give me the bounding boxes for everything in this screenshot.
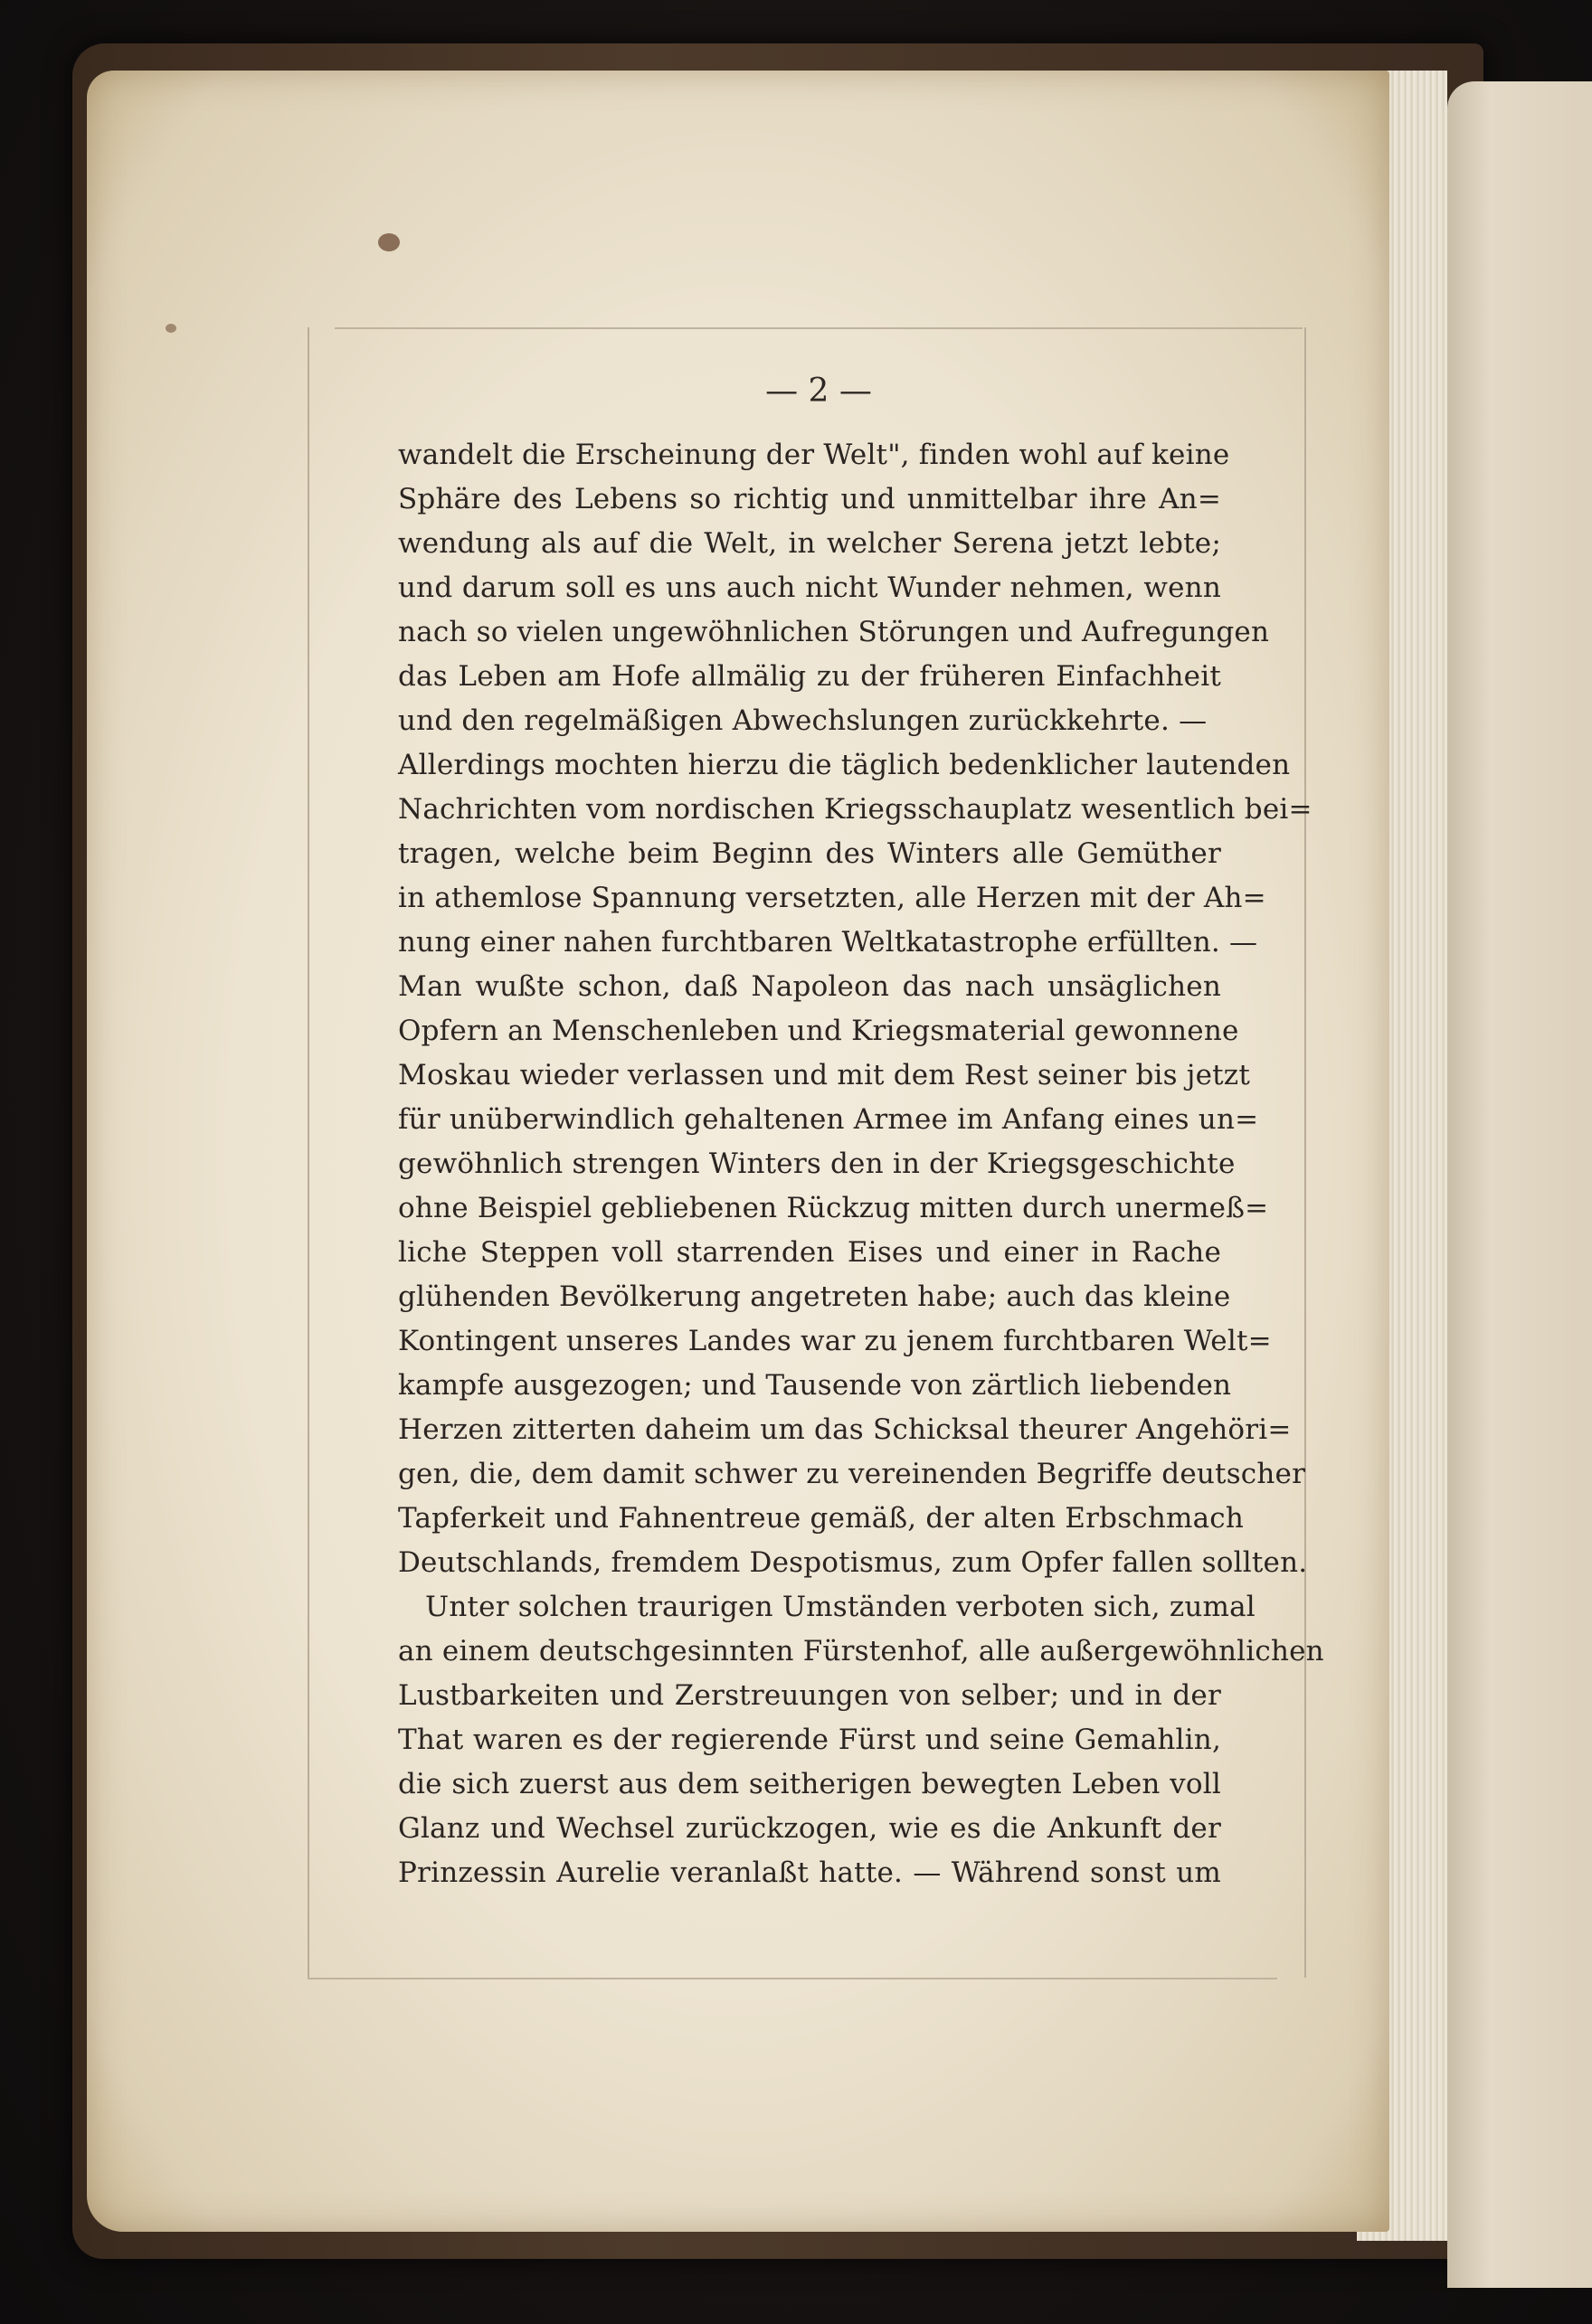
text-frame-top-rule bbox=[335, 327, 1303, 329]
text-line: Deutschlands, fremdem Despotismus, zum Opfer fallen sollten. bbox=[398, 1546, 1308, 1579]
text-line: Herzen zitterten daheim um das Schicksal theurer Angehöri= bbox=[398, 1413, 1292, 1446]
text-line: Kontingent unseres Landes war zu jenem furchtbaren Welt= bbox=[398, 1325, 1272, 1357]
text-line: die sich zuerst aus dem seitherigen bewegten Leben voll bbox=[398, 1768, 1221, 1800]
text-line-indented: Unter solchen traurigen Umständen verboten sich, zumal bbox=[425, 1591, 1256, 1623]
text-line: das Leben am Hofe allmälig zu der früheren Einfachheit bbox=[398, 660, 1221, 693]
text-line: Nachrichten vom nordischen Kriegsschauplatz wesentlich bei= bbox=[398, 793, 1312, 826]
text-line: Allerdings mochten hierzu die täglich bedenklicher lautenden bbox=[398, 749, 1291, 781]
text-line: That waren es der regierende Fürst und seine Gemahlin, bbox=[398, 1724, 1221, 1756]
text-line: Man wußte schon, daß Napoleon das nach unsäglichen bbox=[398, 970, 1221, 1003]
text-line: wendung als auf die Welt, in welcher Serena jetzt lebte; bbox=[398, 527, 1221, 560]
text-line: Tapferkeit und Fahnentreue gemäß, der alten Erbschmach bbox=[398, 1502, 1245, 1535]
text-line: Lustbarkeiten und Zerstreuungen von selber; und in der bbox=[398, 1679, 1221, 1712]
text-line: Opfern an Menschenleben und Kriegsmaterial gewonnene bbox=[398, 1015, 1239, 1047]
body-text bbox=[398, 432, 1324, 1915]
text-line: und darum soll es uns auch nicht Wunder nehmen, wenn bbox=[398, 572, 1221, 604]
text-line: an einem deutschgesinnten Fürstenhof, alle außergewöhnlichen bbox=[398, 1635, 1324, 1667]
text-line: tragen, welche beim Beginn des Winters alle Gemüther bbox=[398, 837, 1221, 870]
text-line: nach so vielen ungewöhnlichen Störungen und Aufregungen bbox=[398, 616, 1270, 648]
text-line: Moskau wieder verlassen und mit dem Rest seiner bis jetzt bbox=[398, 1059, 1250, 1091]
text-line: für unüberwindlich gehaltenen Armee im Anfang eines un= bbox=[398, 1103, 1259, 1136]
text-line: und den regelmäßigen Abwechslungen zurückkehrte. — bbox=[398, 704, 1208, 737]
text-line: wandelt die Erscheinung der Welt", finden wohl auf keine bbox=[398, 439, 1230, 471]
page-number: — 2 — bbox=[765, 373, 872, 410]
facing-page-edge bbox=[1447, 81, 1592, 2288]
text-line: nung einer nahen furchtbaren Weltkatastrophe erfüllten. — bbox=[398, 926, 1258, 959]
text-line: Sphäre des Lebens so richtig und unmittelbar ihre An= bbox=[398, 483, 1221, 515]
text-line: kampfe ausgezogen; und Tausende von zärtlich liebenden bbox=[398, 1369, 1232, 1402]
text-line: Prinzessin Aurelie veranlaßt hatte. — Während sonst um bbox=[398, 1856, 1221, 1889]
text-line: gewöhnlich strengen Winters den in der Kriegsgeschichte bbox=[398, 1148, 1236, 1180]
text-line: in athemlose Spannung versetzten, alle Herzen mit der Ah= bbox=[398, 882, 1266, 914]
text-line: glühenden Bevölkerung angetreten habe; auch das kleine bbox=[398, 1280, 1231, 1313]
text-frame-bottom-rule bbox=[308, 1978, 1277, 1979]
text-line: ohne Beispiel gebliebenen Rückzug mitten durch unermeß= bbox=[398, 1192, 1269, 1224]
foxing-spot bbox=[166, 324, 176, 333]
text-line: liche Steppen voll starrenden Eises und einer in Rache bbox=[398, 1236, 1221, 1269]
text-line: Glanz und Wechsel zurückzogen, wie es die Ankunft der bbox=[398, 1812, 1221, 1845]
text-line: gen, die, dem damit schwer zu vereinenden Begriffe deutscher bbox=[398, 1458, 1306, 1490]
foxing-spot bbox=[378, 233, 400, 251]
